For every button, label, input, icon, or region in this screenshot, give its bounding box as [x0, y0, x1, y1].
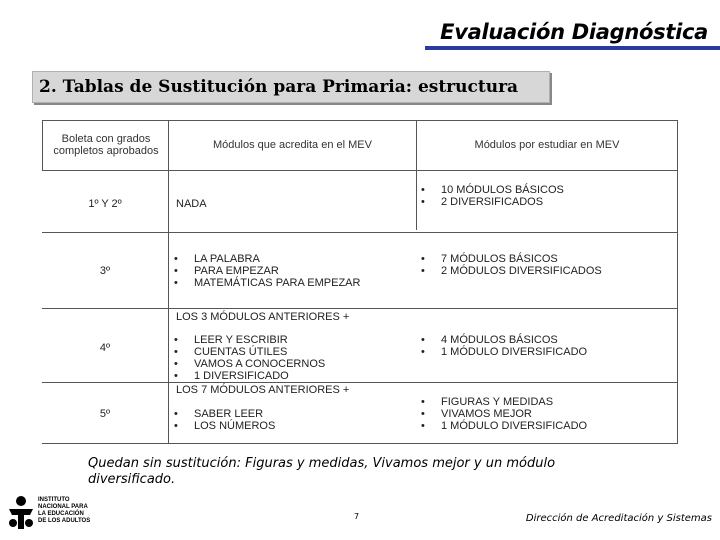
table-row-divider-5 — [168, 382, 678, 383]
list-item: • LA PALABRA — [174, 253, 260, 265]
bullet-icon: • — [174, 334, 178, 346]
bullet-icon: • — [421, 420, 425, 432]
table-row-divider-3 — [42, 308, 678, 309]
list-item: • 2 DIVERSIFICADOS — [421, 196, 544, 208]
header-to-study: Módulos por estudiar en MEV — [474, 139, 620, 151]
header-credited: Módulos que acredita en el MEV — [213, 139, 372, 151]
header-rule — [425, 46, 720, 50]
list-item: • LEER Y ESCRIBIR — [174, 334, 288, 346]
table-border-top — [42, 120, 678, 121]
section-title: 2. Tablas de Sustitución para Primaria: estructura — [32, 71, 550, 103]
grade-label: 3º — [99, 265, 111, 277]
bullet-icon: • — [174, 358, 178, 370]
page-number: 7 — [354, 512, 360, 521]
list-item: • CUENTAS ÚTILES — [174, 346, 288, 358]
table-row-divider-1 — [42, 170, 678, 171]
list-item: • 1 DIVERSIFICADO — [174, 370, 289, 382]
list-item: • 1 MÓDULO DIVERSIFICADO — [421, 420, 588, 432]
bullet-icon: • — [174, 265, 178, 277]
list-item: • 4 MÓDULOS BÁSICOS — [421, 334, 558, 346]
credited-text: NADA — [176, 198, 207, 210]
logo-text: INSTITUTO NACIONAL PARA LA EDUCACIÓN DE LOS ADULTOS — [38, 497, 91, 524]
bullet-icon: • — [421, 346, 425, 358]
list-item: • 1 MÓDULO DIVERSIFICADO — [421, 346, 588, 358]
table-border-bottom — [42, 443, 678, 444]
list-item: • FIGURAS Y MEDIDAS — [421, 396, 554, 408]
bullet-icon: • — [421, 184, 425, 196]
table-col-divider-1 — [168, 120, 169, 444]
table-border-left — [42, 120, 43, 170]
header-title: Evaluación Diagnóstica — [440, 20, 708, 44]
bullet-icon: • — [174, 420, 178, 432]
header-grades: Boleta con grados completos aprobados — [53, 133, 159, 157]
table-border-right — [677, 120, 678, 444]
list-item: • 10 MÓDULOS BÁSICOS — [421, 184, 564, 196]
list-item: • 2 MÓDULOS DIVERSIFICADOS — [421, 265, 602, 277]
credited-text: LOS 3 MÓDULOS ANTERIORES + — [176, 311, 350, 323]
bullet-icon: • — [421, 253, 425, 265]
bullet-icon: • — [421, 396, 425, 408]
grade-label: 5º — [99, 408, 111, 420]
table-col-divider-2 — [416, 120, 417, 230]
bullet-icon: • — [421, 334, 425, 346]
footer-text: Dirección de Acreditación y Sistemas — [525, 513, 712, 524]
list-item: • SABER LEER — [174, 408, 264, 420]
substitution-table — [42, 120, 678, 444]
list-item: • LOS NÚMEROS — [174, 420, 276, 432]
bullet-icon: • — [174, 408, 178, 420]
bullet-icon: • — [421, 265, 425, 277]
list-item: • MATEMÁTICAS PARA EMPEZAR — [174, 277, 361, 289]
list-item: • VAMOS A CONOCERNOS — [174, 358, 326, 370]
grade-label: 4º — [99, 342, 111, 354]
bullet-icon: • — [174, 346, 178, 358]
bullet-icon: • — [174, 370, 178, 382]
bullet-icon: • — [174, 253, 178, 265]
bullet-icon: • — [174, 277, 178, 289]
credited-text: LOS 7 MÓDULOS ANTERIORES + — [176, 384, 350, 396]
list-item: • PARA EMPEZAR — [174, 265, 279, 277]
inea-logo-icon — [6, 495, 36, 531]
bullet-icon: • — [421, 408, 425, 420]
table-row-divider-2 — [42, 232, 678, 233]
list-item: • 7 MÓDULOS BÁSICOS — [421, 253, 558, 265]
bullet-icon: • — [421, 196, 425, 208]
note-text: Quedan sin sustitución: Figuras y medidas, Vivamos mejor y un módulo diversificado. — [88, 456, 556, 487]
list-item: • VIVAMOS MEJOR — [421, 408, 532, 420]
grade-label: 1º Y 2º — [88, 198, 122, 210]
